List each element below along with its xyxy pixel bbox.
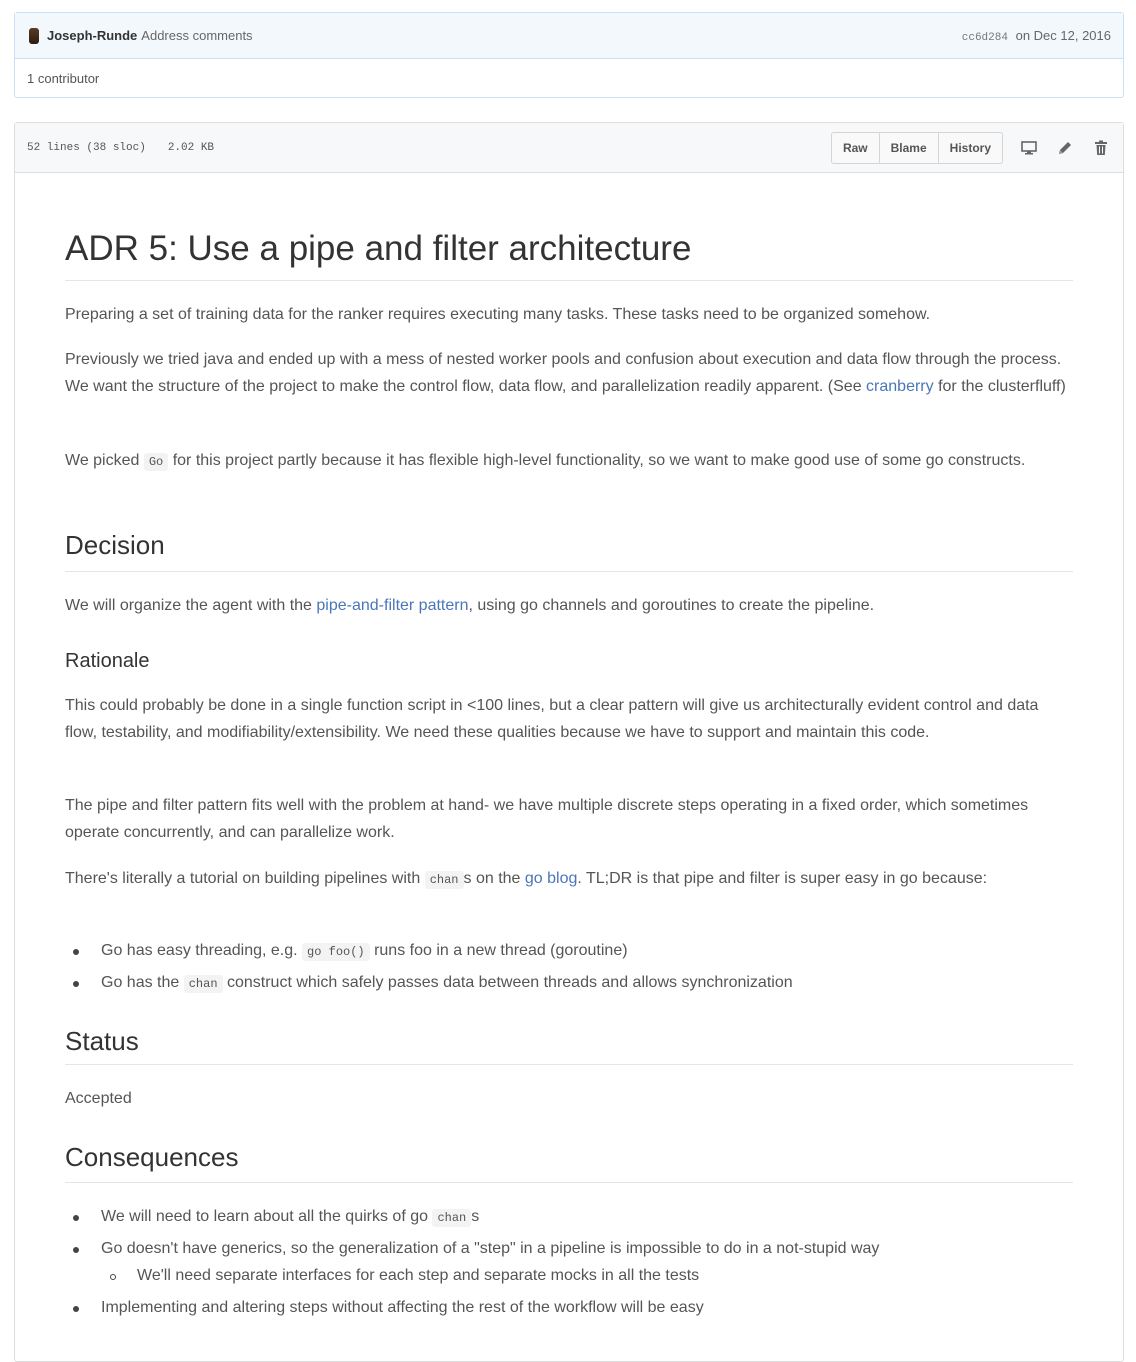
list-item bbox=[101, 971, 793, 996]
paragraph-text: We picked bbox=[65, 452, 144, 469]
title-divider bbox=[65, 280, 1073, 281]
paragraph-go bbox=[65, 447, 1073, 476]
paragraph-text: for the clusterfluff) bbox=[933, 378, 1066, 395]
status-divider bbox=[65, 1064, 1073, 1065]
inline-code: chan bbox=[432, 1209, 471, 1227]
file-actions bbox=[831, 132, 1111, 164]
avatar[interactable] bbox=[29, 28, 39, 44]
file-viewer bbox=[14, 122, 1124, 1362]
decision-divider bbox=[65, 571, 1073, 572]
file-header bbox=[15, 123, 1123, 173]
blame-button[interactable]: Blame bbox=[880, 132, 939, 164]
paragraph-text: , using go channels and goroutines to create the pipeline. bbox=[468, 597, 875, 614]
commit-summary bbox=[15, 13, 1123, 59]
inline-code: Go bbox=[144, 453, 168, 471]
inline-code: chan bbox=[184, 975, 223, 993]
list-item-text: s bbox=[471, 1208, 480, 1225]
file-info bbox=[27, 142, 214, 154]
commit-sha-link[interactable]: cc6d284 bbox=[961, 31, 1008, 44]
inline-code: chan bbox=[425, 871, 464, 889]
commit-author-link[interactable]: Joseph-Runde bbox=[47, 28, 138, 43]
list-item-text: runs foo in a new thread (goroutine) bbox=[369, 942, 628, 959]
paragraph-intro: Preparing a set of training data for the ranker requires executing many tasks. These tasks need to be organized somehow. bbox=[65, 306, 931, 323]
list-item: Implementing and altering steps without affecting the rest of the workflow will be easy bbox=[101, 1296, 704, 1320]
paragraph-rationale-2: The pipe and filter pattern fits well with the problem at hand- we have multiple discrete steps operating in a fixed order, which sometimes operate concurrently, and can parallelize work. bbox=[65, 797, 1029, 841]
paragraph-text: We will organize the agent with the bbox=[65, 597, 317, 614]
pencil-icon[interactable] bbox=[1055, 138, 1075, 158]
paragraph-rationale-3 bbox=[65, 865, 1073, 894]
list-item-text: construct which safely passes data between threads and allows synchronization bbox=[222, 974, 793, 991]
commit-message-link[interactable]: Address comments bbox=[141, 28, 253, 43]
list-item-text: Go has easy threading, e.g. bbox=[101, 942, 303, 959]
paragraph-text: Previously we tried java and ended up with a mess of nested worker pools and confusion about execution and data flow through the process. We want the structure of the project to make the control flow, data flow, and parallelization readily apparent. (See bbox=[65, 351, 1062, 395]
paragraph-decision bbox=[65, 592, 1073, 619]
paragraph-rationale-1: This could probably be done in a single function script in <100 lines, but a clear pattern will give us architecturally evident control and data flow, testability, and modifiability/extensibility. We need these qualities because we have to support and maintain this code. bbox=[65, 697, 1039, 741]
desktop-icon[interactable] bbox=[1019, 138, 1039, 158]
decision-heading: Decision bbox=[65, 530, 165, 560]
file-lines: 52 lines (38 sloc) bbox=[27, 141, 146, 154]
consequences-divider bbox=[65, 1182, 1073, 1183]
file-size: 2.02 KB bbox=[167, 141, 215, 154]
nested-list-item: We'll need separate interfaces for each step and separate mocks in all the tests bbox=[137, 1264, 699, 1288]
list-item bbox=[101, 939, 628, 964]
status-heading: Status bbox=[65, 1026, 139, 1056]
list-item-text: We will need to learn about all the quirks of go bbox=[101, 1208, 433, 1225]
contributors-count[interactable]: 1 contributor bbox=[27, 70, 100, 86]
list-item bbox=[101, 1205, 479, 1230]
list-item-text: Go has the bbox=[101, 974, 184, 991]
paragraph-text: for this project partly because it has flexible high-level functionality, so we want to make good use of some go constructs. bbox=[168, 452, 1026, 469]
pipe-and-filter-link[interactable]: pipe-and-filter pattern bbox=[316, 597, 469, 614]
status-value: Accepted bbox=[65, 1090, 132, 1107]
latest-commit-bar bbox=[14, 12, 1124, 98]
list-item: Go doesn't have generics, so the generalization of a "step" in a pipeline is impossible to do in a not-stupid way bbox=[101, 1237, 879, 1261]
commit-meta bbox=[962, 28, 1111, 44]
trash-icon[interactable] bbox=[1091, 138, 1111, 158]
go-blog-link[interactable]: go blog bbox=[524, 870, 578, 887]
inline-code: go foo() bbox=[302, 943, 370, 961]
cranberry-link[interactable]: cranberry bbox=[866, 378, 934, 395]
paragraph-text: . TL;DR is that pipe and filter is super easy in go because: bbox=[577, 870, 988, 887]
commit-date: on Dec 12, 2016 bbox=[1015, 27, 1111, 43]
paragraph-text: s on the bbox=[463, 870, 525, 887]
raw-button[interactable]: Raw bbox=[831, 132, 880, 164]
history-button[interactable]: History bbox=[939, 132, 1003, 164]
doc-title: ADR 5: Use a pipe and filter architecture bbox=[65, 229, 692, 268]
consequences-heading: Consequences bbox=[65, 1142, 239, 1172]
rationale-heading: Rationale bbox=[65, 650, 150, 672]
paragraph-previous bbox=[65, 346, 1073, 400]
paragraph-text: There's literally a tutorial on building pipelines with bbox=[65, 870, 425, 887]
